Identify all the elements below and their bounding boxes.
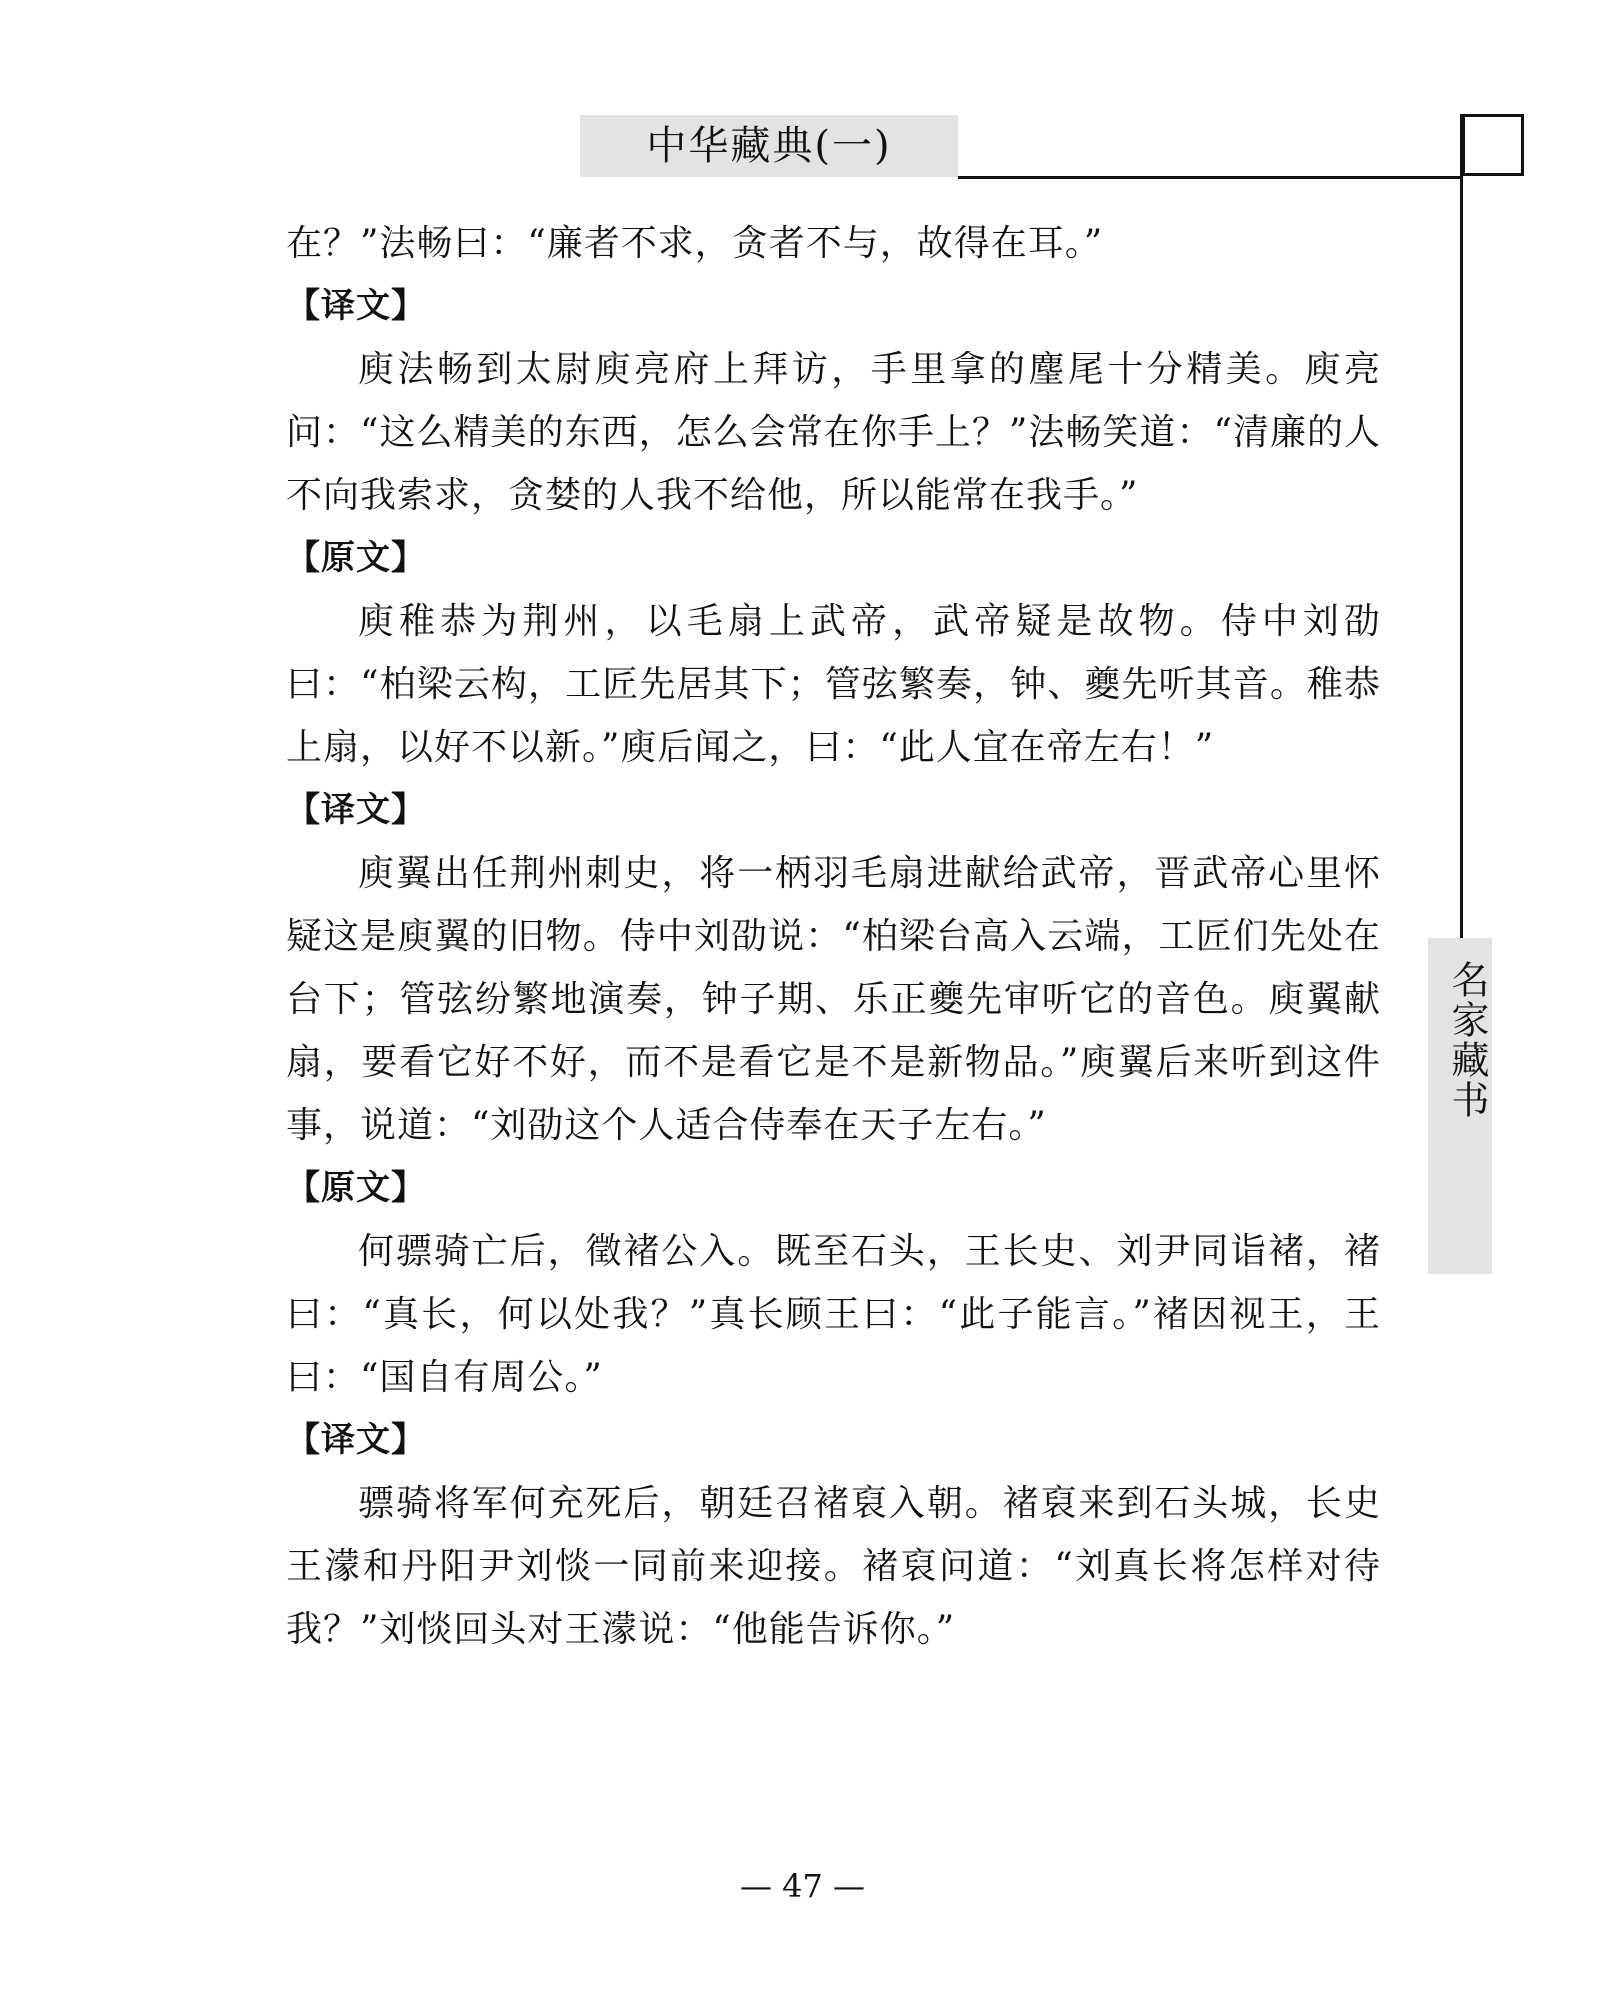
continued-paragraph: 在？”法畅曰：“廉者不求，贪者不与，故得在耳。”: [286, 223, 1104, 264]
side-tab-label: 名家藏书: [1445, 960, 1489, 1120]
original-paragraph: 庾稚恭为荆州，以毛扇上武帝，武帝疑是故物。侍中刘劭曰：“柏梁云构，工匠先居其下；管弦繁奏，钟、夔先听其音。稚恭上扇，以好不以新。”庾后闻之，曰：“此人宜在帝左右！”: [286, 601, 1381, 768]
margin-vertical-rule: [1460, 114, 1463, 938]
section-heading-original: 【原文】: [286, 538, 426, 578]
page-body: [286, 212, 1381, 1661]
original-paragraph: 何骠骑亡后，徵褚公入。既至石头，王长史、刘尹同诣褚，褚曰：“真长，何以处我？”真长顾王曰：“此子能言。”褚因视王，王曰：“国自有周公。”: [286, 1231, 1381, 1398]
header-rule: [958, 176, 1462, 179]
translation-paragraph: 庾法畅到太尉庾亮府上拜访，手里拿的麈尾十分精美。庾亮问：“这么精美的东西，怎么会常在你手上？”法畅笑道：“清廉的人不向我索求，贪婪的人我不给他，所以能常在我手。”: [286, 349, 1381, 516]
section-heading-original: 【原文】: [286, 1168, 426, 1208]
corner-box-ornament: [1462, 114, 1524, 176]
translation-paragraph: 庾翼出任荆州刺史，将一柄羽毛扇进献给武帝，晋武帝心里怀疑这是庾翼的旧物。侍中刘劭说：“柏梁台高入云端，工匠们先处在台下；管弦纷繁地演奏，钟子期、乐正夔先审听它的音色。庾翼献扇，要看它好不好，而不是看它是不是新物品。”庾翼后来听到这件事，说道：“刘劭这个人适合侍奉在天子左右。”: [286, 853, 1381, 1146]
page-number: — 47 —: [739, 1867, 866, 1905]
book-title: 中华藏典(一): [646, 123, 892, 169]
translation-paragraph: 骠骑将军何充死后，朝廷召褚裒入朝。褚裒来到石头城，长史王濛和丹阳尹刘惔一同前来迎接。褚裒问道：“刘真长将怎样对待我？”刘惔回头对王濛说：“他能告诉你。”: [286, 1483, 1381, 1650]
section-heading-translation: 【译文】: [286, 286, 426, 326]
section-heading-translation: 【译文】: [286, 1420, 426, 1460]
section-heading-translation: 【译文】: [286, 790, 426, 830]
